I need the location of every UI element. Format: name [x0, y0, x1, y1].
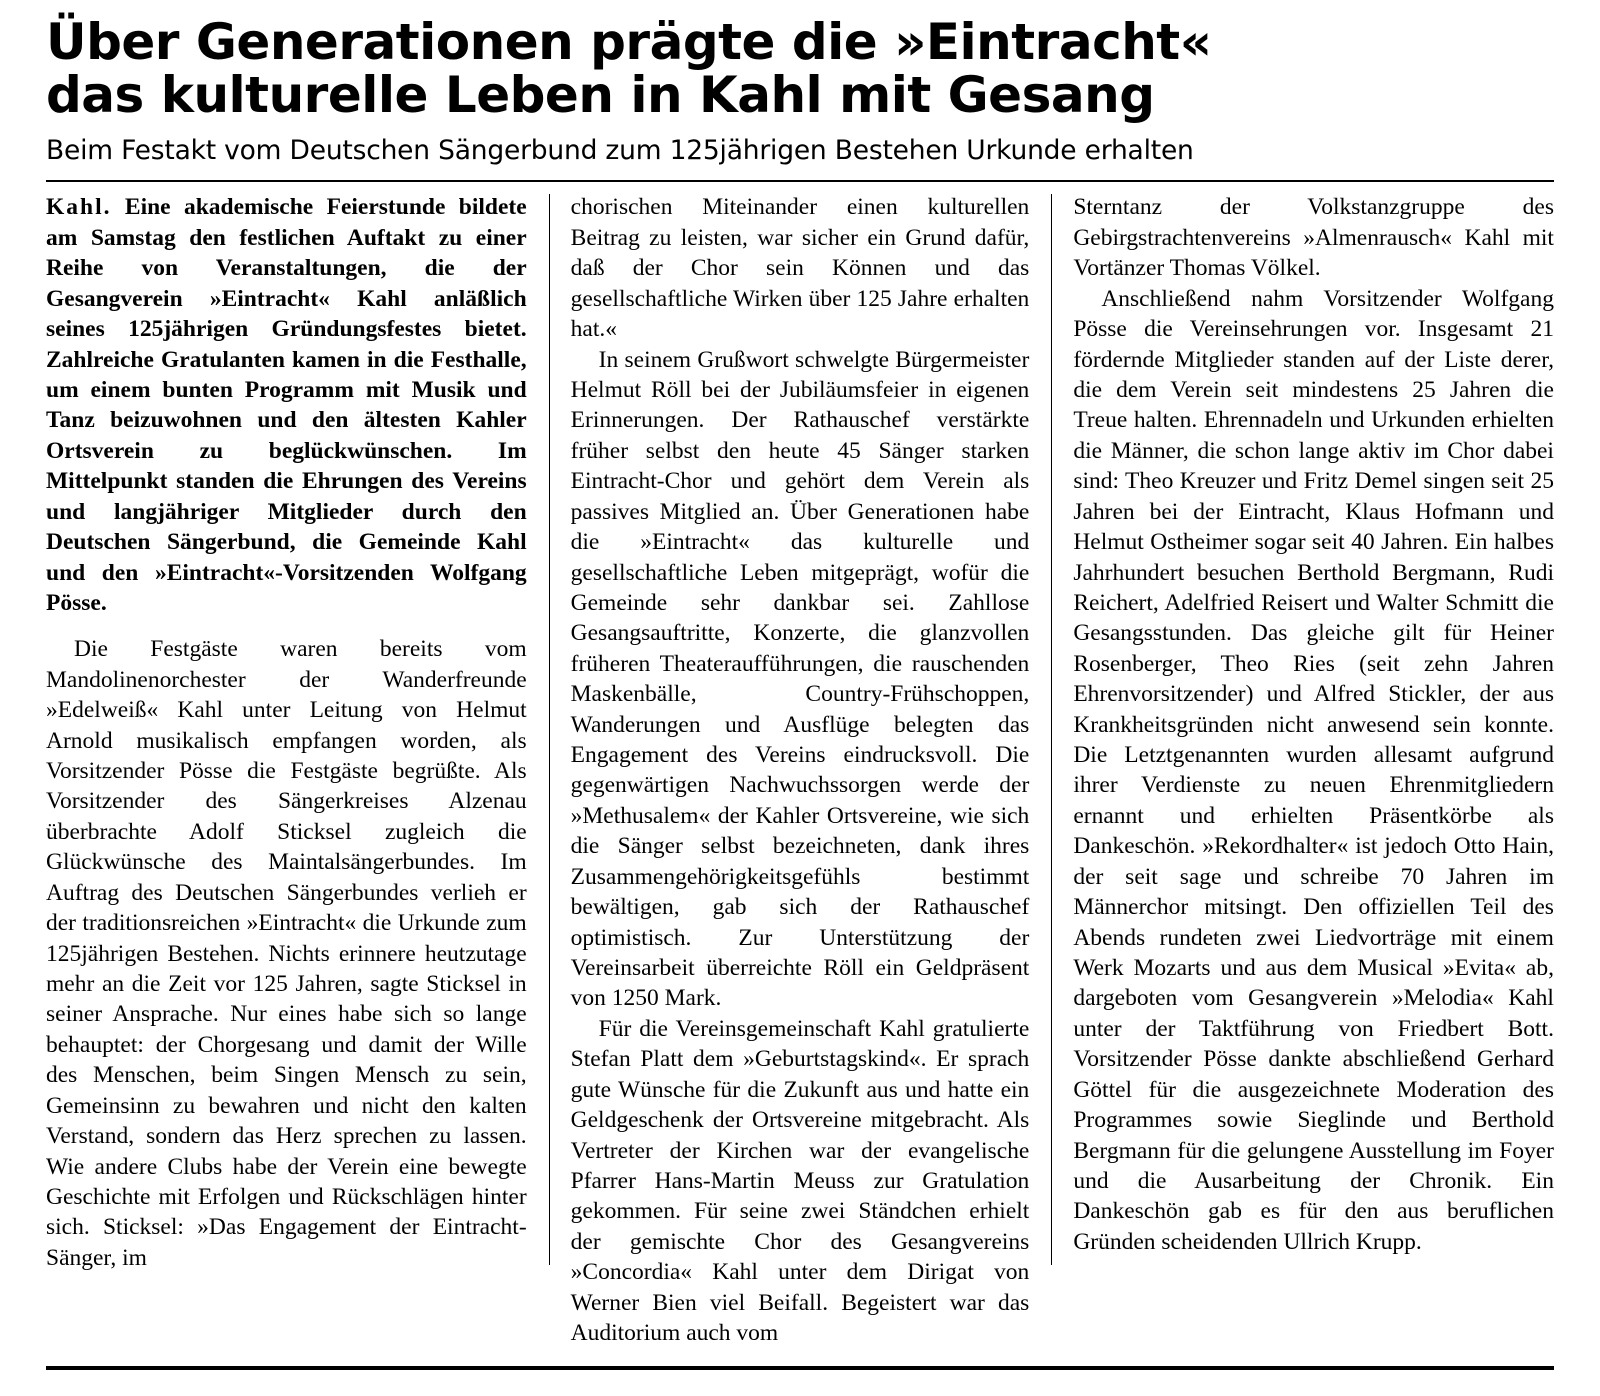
dateline: Kahl. — [46, 194, 112, 221]
paragraph-2-2: In seinem Grußwort schwelgte Bürgermeister Helmut Röll bei der Jubiläumsfeier in eigenen Erinnerungen. Der Rathauschef verstärkte früher selbst den heute 45 Sänger starken Eintracht-Chor und gehört dem Verein als passives Mitglied an. Über Generationen habe die »Eintracht« das kulturelle und gesellschaftliche Leben mitgeprägt, wofür die Gemeinde sehr dankbar sei. Zahllose Gesangsauftritte, Konzerte, die glanzvollen früheren Theateraufführungen, die rauschenden Maskenbälle, Country-Frühschoppen, Wanderungen und Ausflüge belegten das Engagement des Vereins eindrucksvoll. Die gegenwärtigen Nachwuchssorgen werde der »Methusalem« der Kahler Ortsvereine, wie sich die Sänger selbst bezeichneten, dank ihres Zusammengehörigkeitsgefühls bestimmt bewältigen, gab sich der Rathauschef optimistisch. Zur Unterstützung der Vereinsarbeit überreichte Röll ein Geldpräsent von 1250 Mark. — [570, 346, 1030, 1012]
paragraph-1-1: Die Festgäste waren bereits vom Mandolinenorchester der Wanderfreunde »Edelweiß« Kahl unter Leitung von Helmut Arnold musikalisch empfangen worden, als Vorsitzender Pösse die Festgäste begrüßte. Als Vorsitzender des Sängerkreises Alzenau überbrachte Adolf Sticksel zugleich die Glückwünsche des Maintalsängerbundes. Im Auftrag des Deutschen Sängerbundes verlieh er der traditionsreichen »Eintracht« die Urkunde zum 125jährigen Bestehen. Nichts erinnere heutzutage mehr an die Zeit vor 125 Jahren, sagte Sticksel in seiner Ansprache. Nur eines habe sich so lange behauptet: der Chorgesang und damit der Wille des Menschen, beim Singen Mensch zu sein, Gemeinsinn zu bewahren und nicht den kalten Verstand, sondern das Herz sprechen zu lassen. Wie andere Clubs habe der Verein eine bewegte Geschichte mit Erfolgen und Rückschlägen hinter sich. Sticksel: »Das Engagement der Eintracht-Sänger, im — [46, 636, 527, 1271]
paragraph-2-1: chorischen Miteinander einen kulturellen Beitrag zu leisten, war sicher ein Grund dafür, daß der Chor sein Können und das gesellschaftliche Wirken über 125 Jahre erhalten hat.« — [570, 194, 1030, 343]
article-column-1 — [46, 192, 549, 1271]
headline-line-2: das kulturelle Leben in Kahl mit Gesang — [46, 66, 1155, 124]
paragraph-3-1: Sterntanz der Volkstanzgruppe des Gebirgstrachtenvereins »Almenrausch« Kahl mit Vortänzer Thomas Völkel. — [1073, 194, 1554, 282]
article-column-2 — [549, 192, 1052, 1347]
article-column-3 — [1051, 192, 1554, 1267]
paragraph-3-2: Anschließend nahm Vorsitzender Wolfgang Pösse die Vereinsehrungen vor. Insgesamt 21 fördernde Mitglieder standen auf der Liste derer, die dem Verein seit mindestens 25 Jahren die Treue halten. Ehrennadeln und Urkunden erhielten die Männer, die schon lange aktiv im Chor dabei sind: Theo Kreuzer und Fritz Demel singen seit 25 Jahren bei der Eintracht, Klaus Hofmann und Helmut Ostheimer sogar seit 40 Jahren. Ein halbes Jahrhundert besuchen Berthold Bergmann, Rudi Reichert, Adelfried Reisert und Walter Schmitt die Gesangsstunden. Das gleiche gilt für Heiner Rosenberger, Theo Ries (seit zehn Jahren Ehrenvorsitzender) und Alfred Stickler, der aus Krankheitsgründen nicht anwesend sein konnte. Die Letztgenannten wurden allesamt aufgrund ihrer Verdienste zu neuen Ehrenmitgliedern ernannt und erhielten Präsentkörbe als Dankeschön. »Rekordhalter« ist jedoch Otto Hain, der seit sage und schreibe 70 Jahren im Männerchor mitsingt. Den offiziellen Teil des Abends rundeten zwei Liedvorträge mit einem Werk Mozarts und aus dem Musical »Evita« ab, dargeboten vom Gesangverein »Melodia« Kahl unter der Taktführung von Friedbert Bott. Vorsitzender Pösse dankte abschließend Gerhard Göttel für die ausgezeichnete Moderation des Programmes sowie Sieglinde und Berthold Bergmann für die gelungene Ausstellung im Foyer und die Ausarbeitung der Chronik. Ein Dankeschön gab es für den aus beruflichen Gründen scheidenden Ullrich Krupp. — [1073, 285, 1554, 1255]
page-title — [46, 13, 1554, 124]
paragraph-2-3: Für die Vereinsgemeinschaft Kahl gratulierte Stefan Platt dem »Geburtstagskind«. Er sprach gute Wünsche für die Zukunft aus und hatte ein Geldgeschenk der Ortsvereine mitgebracht. Als Vertreter der Kirchen war der evangelische Pfarrer Hans-Martin Meuss zur Gratulation gekommen. Für seine zwei Ständchen erhielt der gemischte Chor des Gesangvereins »Concordia« Kahl unter dem Dirigat von Werner Bien viel Beifall. Begeistert war das Auditorium auch vom — [570, 1015, 1030, 1347]
header-divider — [46, 180, 1554, 182]
subheadline: Beim Festakt vom Deutschen Sängerbund zum 125jährigen Bestehen Urkunde erhalten — [46, 135, 1194, 166]
article-columns — [46, 192, 1554, 1347]
lead-text: Eine akademische Feierstunde bildete am Samstag den festlichen Auftakt zu einer Reihe von Veranstaltungen, die der Gesangverein »Eintracht« Kahl anläßlich seines 125jährigen Gründungsfestes bietet. Zahlreiche Gratulanten kamen in die Festhalle, um einem bunten Programm mit Musik und Tanz beizuwohnen und den ältesten Kahler Ortsverein zu beglückwünschen. Im Mittelpunkt standen die Ehrungen des Vereins und langjähriger Mitglieder durch den Deutschen Sängerbund, die Gemeinde Kahl und den »Eintracht«-Vorsitzenden Wolfgang Pösse. — [46, 194, 527, 616]
headline-line-1: Über Generationen prägte die »Eintracht« — [46, 13, 1212, 71]
lead-paragraph — [46, 192, 527, 618]
footer-divider — [46, 1366, 1554, 1370]
